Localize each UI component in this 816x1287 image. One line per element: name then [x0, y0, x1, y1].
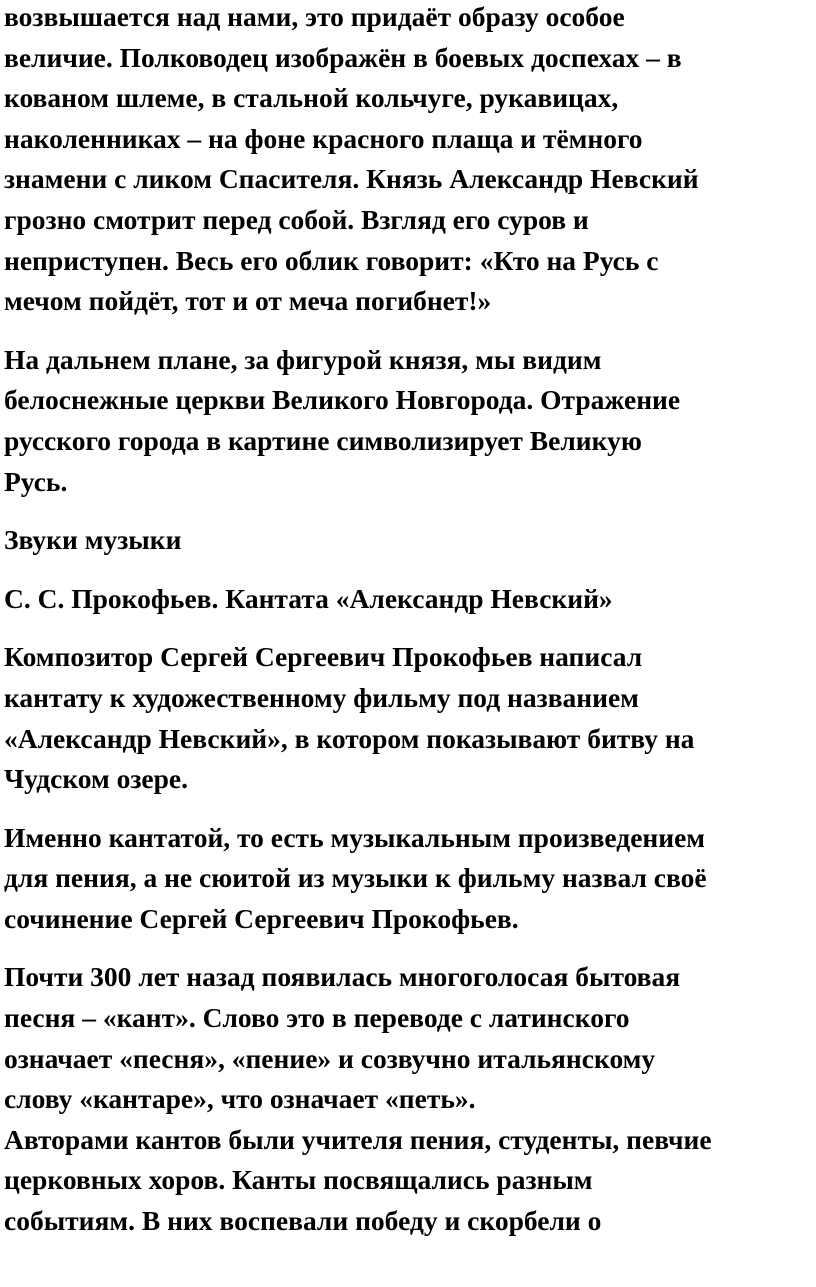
- text-line: мечом пойдёт, тот и от меча погибнет!»: [4, 285, 492, 317]
- text-line: Чудском озере.: [4, 763, 189, 795]
- text-line: русского города в картине символизирует Великую: [4, 424, 642, 456]
- text-line: На дальнем плане, за фигурой князя, мы видим: [4, 343, 602, 375]
- paragraph-nevsky-portrait: [4, 0, 816, 322]
- paragraph-gap: [4, 322, 816, 340]
- text-line: знамени с ликом Спасителя. Князь Александр Невский: [4, 163, 699, 195]
- text-line: Русь.: [4, 465, 68, 497]
- heading-cantata-title: [4, 579, 816, 620]
- text-line: Почти 300 лет назад появилась многоголосая бытовая: [4, 961, 681, 993]
- heading-music-sounds: [4, 520, 816, 561]
- text-line: Композитор Сергей Сергеевич Прокофьев написал: [4, 641, 643, 673]
- text-line: наколенниках – на фоне красного плаща и тёмного: [4, 122, 643, 154]
- text-line: Авторами кантов были учителя пения, студенты, певчие: [4, 1123, 712, 1155]
- paragraph-gap: [4, 561, 816, 579]
- text-line: кантату к художественному фильму под названием: [4, 681, 639, 713]
- text-line: белоснежные церкви Великого Новгорода. Отражение: [4, 384, 681, 416]
- text-line: неприступен. Весь его облик говорит: «Кто на Русь с: [4, 244, 659, 276]
- text-line: для пения, а не сюитой из музыки к фильму назвал своё: [4, 862, 707, 894]
- text-line: песня – «кант». Слово это в переводе с латинского: [4, 1002, 630, 1034]
- text-line: «Александр Невский», в котором показывают битву на: [4, 722, 695, 754]
- text-line: грозно смотрит перед собой. Взгляд его суров и: [4, 203, 589, 235]
- paragraph-novgorod-churches: [4, 340, 816, 502]
- text-line: означает «песня», «пение» и созвучно итальянскому: [4, 1042, 656, 1074]
- text-line: церковных хоров. Канты посвящались разным: [4, 1164, 593, 1196]
- text-line: С. С. Прокофьев. Кантата «Александр Невский»: [4, 582, 613, 614]
- text-line: Именно кантатой, то есть музыкальным произведением: [4, 821, 706, 853]
- text-line: кованом шлеме, в стальной кольчуге, рукавицах,: [4, 82, 619, 114]
- paragraph-gap: [4, 800, 816, 818]
- paragraph-composer: [4, 637, 816, 799]
- text-line: событиям. В них воспевали победу и скорбели о: [4, 1205, 602, 1237]
- paragraph-gap: [4, 502, 816, 520]
- text-line: Звуки музыки: [4, 524, 182, 556]
- text-line: слову «кантаре», что означает «петь».: [4, 1083, 476, 1115]
- text-line: величие. Полководец изображён в боевых доспехах – в: [4, 41, 682, 73]
- paragraph-gap: [4, 939, 816, 957]
- text-line: сочинение Сергей Сергеевич Прокофьев.: [4, 902, 519, 934]
- text-line: возвышается над нами, это придаёт образу особое: [4, 1, 625, 32]
- paragraph-gap: [4, 619, 816, 637]
- paragraph-kant-history: [4, 957, 816, 1241]
- paragraph-cantata-definition: [4, 818, 816, 940]
